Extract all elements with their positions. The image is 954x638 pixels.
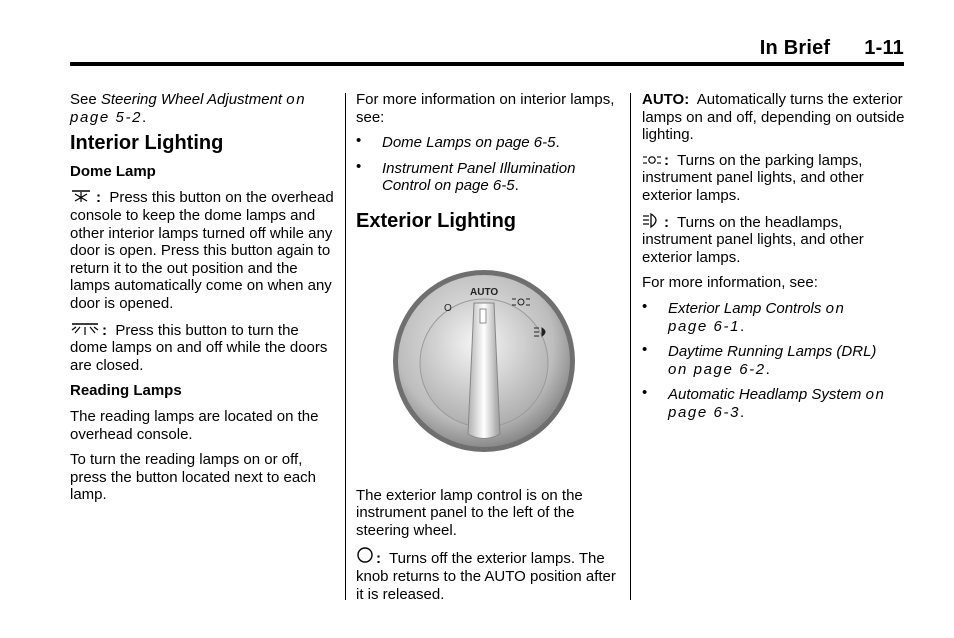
parking-paragraph: : Turns on the parking lamps, instrument panel lights, and other exterior lamps.	[642, 151, 864, 204]
auto-headlamp-page[interactable]: page 6-3	[668, 403, 741, 421]
dome-onoff-paragraph: : Press this button to turn the dome lamps on and off while the doors are closed.	[70, 321, 328, 374]
drl-page[interactable]: on page 6-2	[668, 360, 766, 378]
drl-link[interactable]: Daytime Running Lamps (DRL)	[668, 343, 877, 361]
section-title: In Brief	[759, 37, 831, 59]
headlamp-knob-photo	[356, 249, 618, 479]
header-rule	[70, 62, 904, 66]
reading-para-1: The reading lamps are located on the overhead console.	[70, 407, 319, 443]
dome-lamp-heading: Dome Lamp	[70, 162, 156, 180]
reading-para-2: To turn the reading lamps on or off, press the button located next to each lamp.	[70, 451, 316, 504]
dome-lamps-link[interactable]: Dome Lamps on page 6-5	[382, 134, 556, 152]
page-header	[70, 37, 904, 63]
bullet-ip-illumination: • Instrument Panel Illumination Control on page 6-5.	[356, 157, 576, 195]
knob-auto-label: AUTO	[470, 286, 499, 298]
headlamp-icon	[642, 213, 662, 229]
reading-lamps-heading: Reading Lamps	[70, 382, 182, 400]
bullet-drl: • Daytime Running Lamps (DRL) on page 6-2.	[642, 341, 877, 378]
exterior-lighting-heading: Exterior Lighting	[356, 209, 516, 232]
parking-lamp-icon	[642, 153, 662, 167]
column-2	[356, 91, 618, 611]
intro-paragraph: See Steering Wheel Adjustment on page 5-2.	[70, 91, 307, 126]
auto-paragraph: AUTO: Automatically turns the exterior lamps on and off, depending on outside lighting.	[642, 91, 905, 144]
column-divider-2	[630, 93, 631, 600]
auto-headlamp-link[interactable]: Automatic Headlamp System	[668, 386, 862, 404]
column-3	[642, 91, 908, 430]
headlamp-knob-illustration	[356, 249, 618, 479]
bullet-auto-headlamp: • Automatic Headlamp System on page 6-3.	[642, 384, 886, 421]
headlamp-paragraph: : Turns on the headlamps, instrument panel lights, and other exterior lamps.	[642, 213, 864, 266]
page-number: 1-11	[864, 37, 904, 59]
column-1	[70, 91, 340, 512]
knob-off-label: O	[444, 302, 452, 314]
column-divider-1	[345, 93, 346, 600]
off-paragraph: : Turns off the exterior lamps. The knob returns to the AUTO position after it is released.	[356, 547, 618, 603]
ip-illumination-link[interactable]: Instrument Panel Illumination Control on page 6-5	[382, 159, 576, 195]
bullet-exterior-lamp-controls: • Exterior Lamp Controls on page 6-1.	[642, 297, 846, 335]
knob-pointer	[480, 309, 486, 323]
dome-off-paragraph: : Press this button on the overhead console to keep the dome lamps and other interior lamps turned off while any door is open. Press this button again to return it to the out position and the lamps automatically come on when any door is opened.	[70, 189, 334, 312]
interior-lighting-heading: Interior Lighting	[70, 132, 224, 155]
interior-more-info: For more information on interior lamps, see:	[356, 91, 615, 126]
exterior-lamp-controls-page[interactable]: page 6-1	[668, 317, 741, 335]
exterior-control-paragraph: The exterior lamp control is on the instrument panel to the left of the steering wheel.	[356, 486, 583, 539]
exterior-more-info: For more information, see:	[642, 274, 818, 292]
auto-label: AUTO:	[642, 91, 690, 108]
steering-page-link[interactable]: page 5-2	[70, 108, 143, 126]
dome-lamp-off-icon	[70, 188, 94, 204]
steering-link[interactable]: Steering Wheel Adjustment	[100, 91, 283, 108]
dome-lamp-on-icon	[70, 321, 100, 337]
header-title	[760, 37, 904, 60]
exterior-lamp-controls-link[interactable]: Exterior Lamp Controls	[668, 299, 822, 317]
off-circle-icon	[356, 547, 374, 565]
bullet-dome-lamps: • Dome Lamps on page 6-5.	[356, 132, 560, 152]
